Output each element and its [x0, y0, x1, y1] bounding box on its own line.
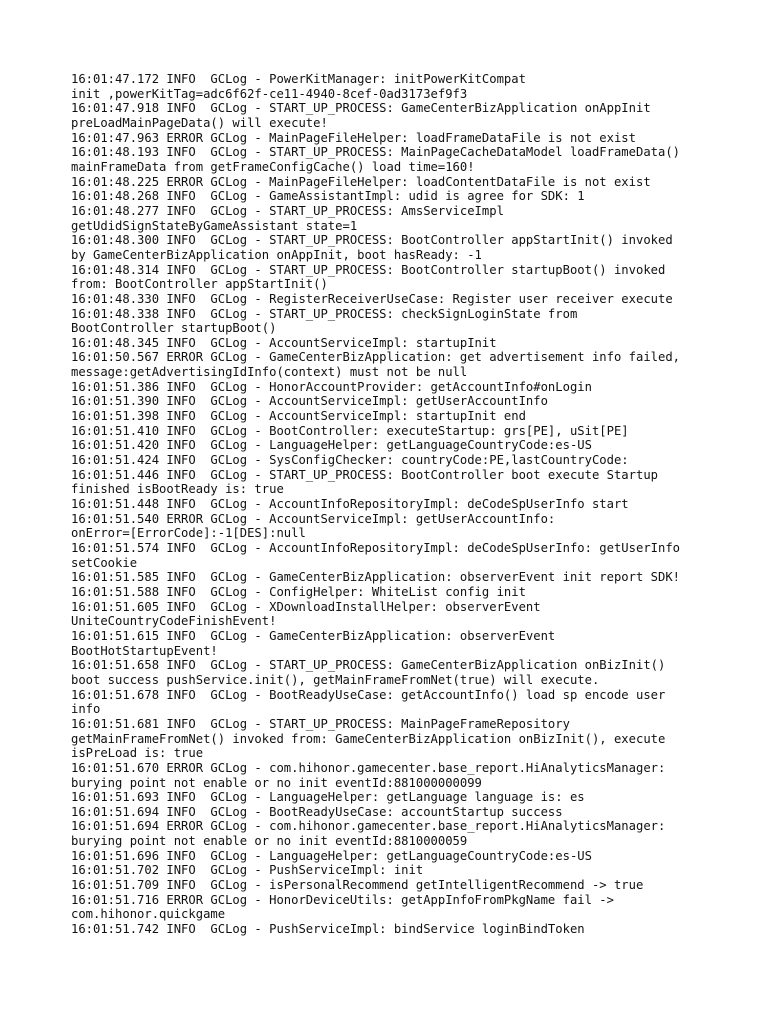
log-line: mainFrameData from getFrameConfigCache() load time=160! — [71, 159, 475, 174]
log-line: 16:01:48.193 INFO GCLog - START_UP_PROCESS: MainPageCacheDataModel loadFrameData() — [71, 145, 681, 160]
log-line: BootController startupBoot() — [71, 321, 277, 336]
log-line: 16:01:48.277 INFO GCLog - START_UP_PROCESS: AmsServiceImpl — [71, 203, 504, 218]
log-line: init ,powerKitTag=adc6f62f-ce11-4940-8cef-0ad3173ef9f3 — [71, 86, 468, 101]
log-line: 16:01:47.918 INFO GCLog - START_UP_PROCESS: GameCenterBizApplication onAppInit — [71, 101, 651, 116]
log-line: message:getAdvertisingIdInfo(context) must not be null — [71, 365, 468, 380]
log-line: 16:01:51.694 ERROR GCLog - com.hihonor.gamecenter.base_report.HiAnalyticsManager: — [71, 819, 666, 834]
log-line: 16:01:51.390 INFO GCLog - AccountServiceImpl: getUserAccountInfo — [71, 394, 548, 409]
log-line: onError=[ErrorCode]:-1[DES]:null — [71, 526, 306, 541]
log-line: 16:01:47.172 INFO GCLog - PowerKitManager: initPowerKitCompat — [71, 72, 526, 86]
log-line: getMainFrameFromNet() invoked from: GameCenterBizApplication onBizInit(), execute — [71, 731, 666, 746]
log-line: 16:01:51.448 INFO GCLog - AccountInfoRepositoryImpl: deCodeSpUserInfo start — [71, 497, 629, 512]
log-line: 16:01:51.410 INFO GCLog - BootController: executeStartup: grs[PE], uSit[PE] — [71, 423, 629, 438]
log-line: burying point not enable or no init eventId:8810000059 — [71, 834, 468, 849]
log-line: 16:01:48.338 INFO GCLog - START_UP_PROCESS: checkSignLoginState from — [71, 306, 578, 321]
log-line: 16:01:51.424 INFO GCLog - SysConfigChecker: countryCode:PE,lastCountryCode: — [71, 453, 629, 468]
log-line: 16:01:51.742 INFO GCLog - PushServiceImpl: bindService loginBindToken — [71, 922, 585, 937]
log-line: 16:01:51.605 INFO GCLog - XDownloadInstallHelper: observerEvent — [71, 599, 541, 614]
log-line: 16:01:51.615 INFO GCLog - GameCenterBizApplication: observerEvent — [71, 628, 556, 643]
log-line: from: BootController appStartInit() — [71, 277, 328, 292]
log-line: boot success pushService.init(), getMainFrameFromNet(true) will execute. — [71, 672, 600, 687]
log-line: 16:01:51.588 INFO GCLog - ConfigHelper: WhiteList config init — [71, 584, 526, 599]
log-line: 16:01:51.540 ERROR GCLog - AccountServiceImpl: getUserAccountInfo: — [71, 511, 556, 526]
log-line: 16:01:47.963 ERROR GCLog - MainPageFileHelper: loadFrameDataFile is not exist — [71, 130, 636, 145]
log-line: UniteCountryCodeFinishEvent! — [71, 614, 277, 629]
log-line: setCookie — [71, 555, 138, 570]
log-line: 16:01:51.681 INFO GCLog - START_UP_PROCESS: MainPageFrameRepository — [71, 716, 570, 731]
log-line: 16:01:48.300 INFO GCLog - START_UP_PROCESS: BootController appStartInit() invoked — [71, 233, 673, 248]
log-line: 16:01:51.446 INFO GCLog - START_UP_PROCESS: BootController boot execute Startup — [71, 467, 658, 482]
log-line: 16:01:51.386 INFO GCLog - HonorAccountProvider: getAccountInfo#onLogin — [71, 379, 592, 394]
log-line: 16:01:48.345 INFO GCLog - AccountServiceImpl: startupInit — [71, 335, 497, 350]
log-line: 16:01:51.702 INFO GCLog - PushServiceImpl: init — [71, 863, 424, 878]
log-line: 16:01:51.678 INFO GCLog - BootReadyUseCase: getAccountInfo() load sp encode user — [71, 687, 666, 702]
log-line: burying point not enable or no init eventId:881000000099 — [71, 775, 482, 790]
log-line: getUdidSignStateByGameAssistant state=1 — [71, 218, 358, 233]
log-line: 16:01:51.398 INFO GCLog - AccountServiceImpl: startupInit end — [71, 409, 526, 424]
log-line: 16:01:51.696 INFO GCLog - LanguageHelper: getLanguageCountryCode:es-US — [71, 848, 592, 863]
log-line: 16:01:51.574 INFO GCLog - AccountInfoRepositoryImpl: deCodeSpUserInfo: getUserInfo — [71, 541, 681, 555]
log-line: 16:01:51.709 INFO GCLog - isPersonalRecommend getIntelligentRecommend -> true — [71, 878, 644, 893]
log-line: 16:01:51.693 INFO GCLog - LanguageHelper: getLanguage language is: es — [71, 790, 585, 805]
log-line: 16:01:48.268 INFO GCLog - GameAssistantImpl: udid is agree for SDK: 1 — [71, 189, 585, 204]
log-line: com.hihonor.quickgame — [71, 907, 226, 922]
log-line: 16:01:48.330 INFO GCLog - RegisterReceiverUseCase: Register user receiver execute — [71, 291, 673, 306]
log-line: 16:01:48.225 ERROR GCLog - MainPageFileHelper: loadContentDataFile is not exist — [71, 174, 651, 189]
log-text-block — [71, 72, 711, 937]
log-line: info — [71, 702, 101, 717]
log-line: 16:01:51.658 INFO GCLog - START_UP_PROCESS: GameCenterBizApplication onBizInit() — [71, 658, 666, 673]
log-line: 16:01:51.420 INFO GCLog - LanguageHelper: getLanguageCountryCode:es-US — [71, 438, 592, 453]
log-line: isPreLoad is: true — [71, 746, 204, 761]
log-line: 16:01:51.670 ERROR GCLog - com.hihonor.gamecenter.base_report.HiAnalyticsManager: — [71, 760, 666, 775]
log-line: 16:01:51.585 INFO GCLog - GameCenterBizApplication: observerEvent init report SDK! — [71, 570, 681, 585]
log-line: BootHotStartupEvent! — [71, 643, 218, 658]
log-line: 16:01:51.694 INFO GCLog - BootReadyUseCase: accountStartup success — [71, 804, 563, 819]
log-line: preLoadMainPageData() will execute! — [71, 115, 328, 130]
log-line: by GameCenterBizApplication onAppInit, boot hasReady: -1 — [71, 247, 482, 262]
log-line: finished isBootReady is: true — [71, 482, 284, 497]
log-line: 16:01:48.314 INFO GCLog - START_UP_PROCESS: BootController startupBoot() invoked — [71, 262, 666, 277]
log-line: 16:01:50.567 ERROR GCLog - GameCenterBizApplication: get advertisement info failed, — [71, 350, 681, 365]
log-line: 16:01:51.716 ERROR GCLog - HonorDeviceUtils: getAppInfoFromPkgName fail -> — [71, 892, 614, 907]
